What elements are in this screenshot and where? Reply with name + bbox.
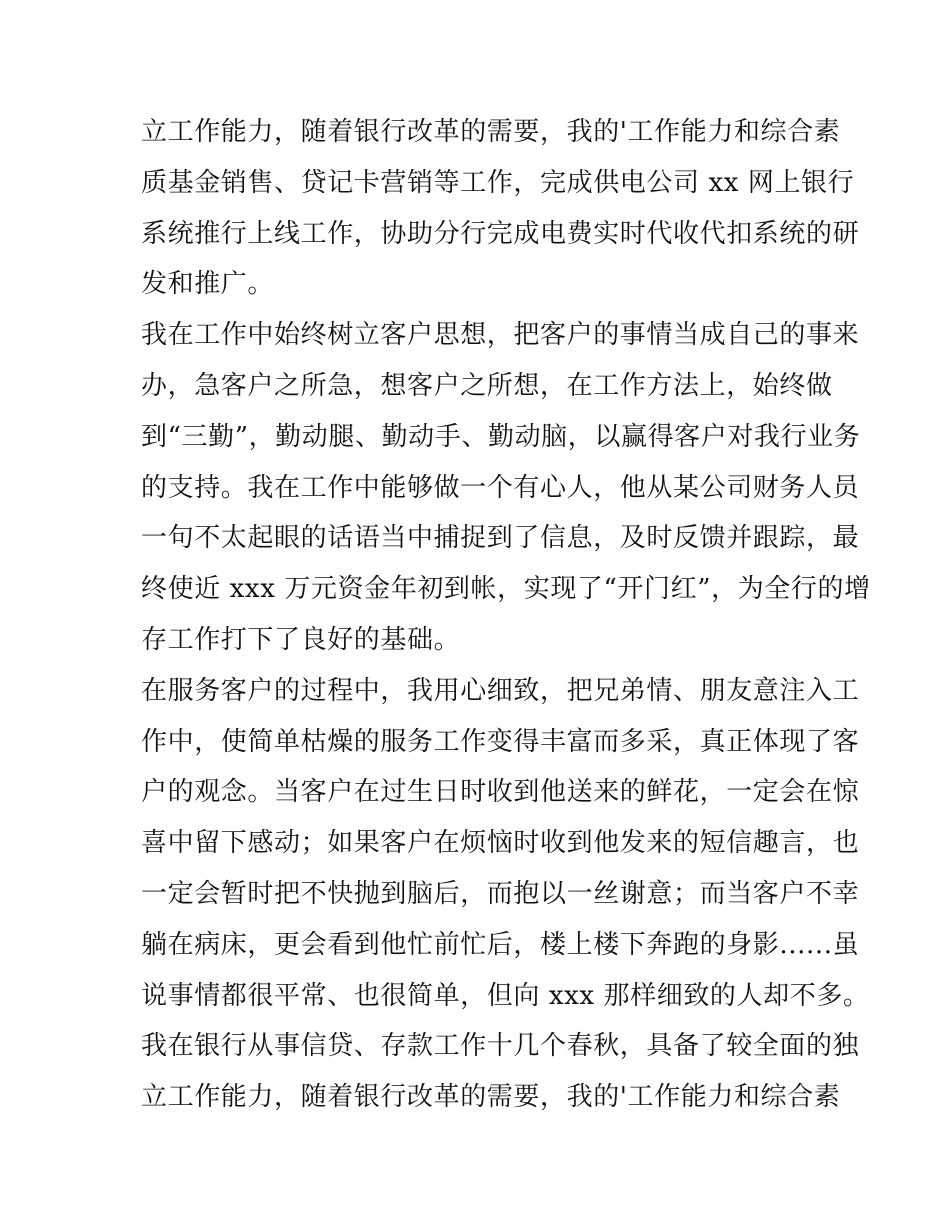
text-line: 一定会暂时把不快抛到脑后，而抱以一丝谢意；而当客户不幸 <box>141 878 860 909</box>
text-line: 到“三勤”，勤动腿、勤动手、勤动脑，以赢得客户对我行业务 <box>141 421 861 452</box>
text-line: 我在银行从事信贷、存款工作十几个春秋，具备了较全面的独 <box>141 1031 860 1062</box>
text-line: 说事情都很平常、也很简单，但向 xxx 那样细致的人却不多。 <box>141 980 870 1011</box>
text-line: 系统推行上线工作，协助分行完成电费实时代收代扣系统的研 <box>141 218 860 249</box>
text-line: 存工作打下了良好的基础。 <box>141 624 461 655</box>
text-line: 终使近 xxx 万元资金年初到帐，实现了“开门红”，为全行的增 <box>141 574 871 605</box>
text-line: 户的观念。当客户在过生日时收到他送来的鲜花，一定会在惊 <box>141 777 860 808</box>
text-line: 一句不太起眼的话语当中捕捉到了信息，及时反馈并跟踪，最 <box>141 523 860 554</box>
text-line: 躺在病床，更会看到他忙前忙后，楼上楼下奔跑的身影......虽 <box>141 929 860 960</box>
body-text <box>141 107 871 1123</box>
text-line: 作中，使简单枯燥的服务工作变得丰富而多采，真正体现了客 <box>141 726 860 757</box>
text-line: 在服务客户的过程中，我用心细致，把兄弟情、朋友意注入工 <box>141 675 860 706</box>
text-line: 办，急客户之所急，想客户之所想，在工作方法上，始终做 <box>141 370 833 401</box>
text-line: 我在工作中始终树立客户思想，把客户的事情当成自己的事来 <box>141 320 860 351</box>
text-line: 的支持。我在工作中能够做一个有心人，他从某公司财务人员 <box>141 472 860 503</box>
text-line: 立工作能力，随着银行改革的需要，我的'工作能力和综合素 <box>141 117 841 147</box>
text-line: 发和推广。 <box>141 269 275 300</box>
text-line: 质基金销售、贷记卡营销等工作，完成供电公司 xx 网上银行 <box>141 167 855 198</box>
text-line: 喜中留下感动；如果客户在烦恼时收到他发来的短信趣言，也 <box>141 828 860 859</box>
text-line: 立工作能力，随着银行改革的需要，我的'工作能力和综合素 <box>141 1082 841 1113</box>
